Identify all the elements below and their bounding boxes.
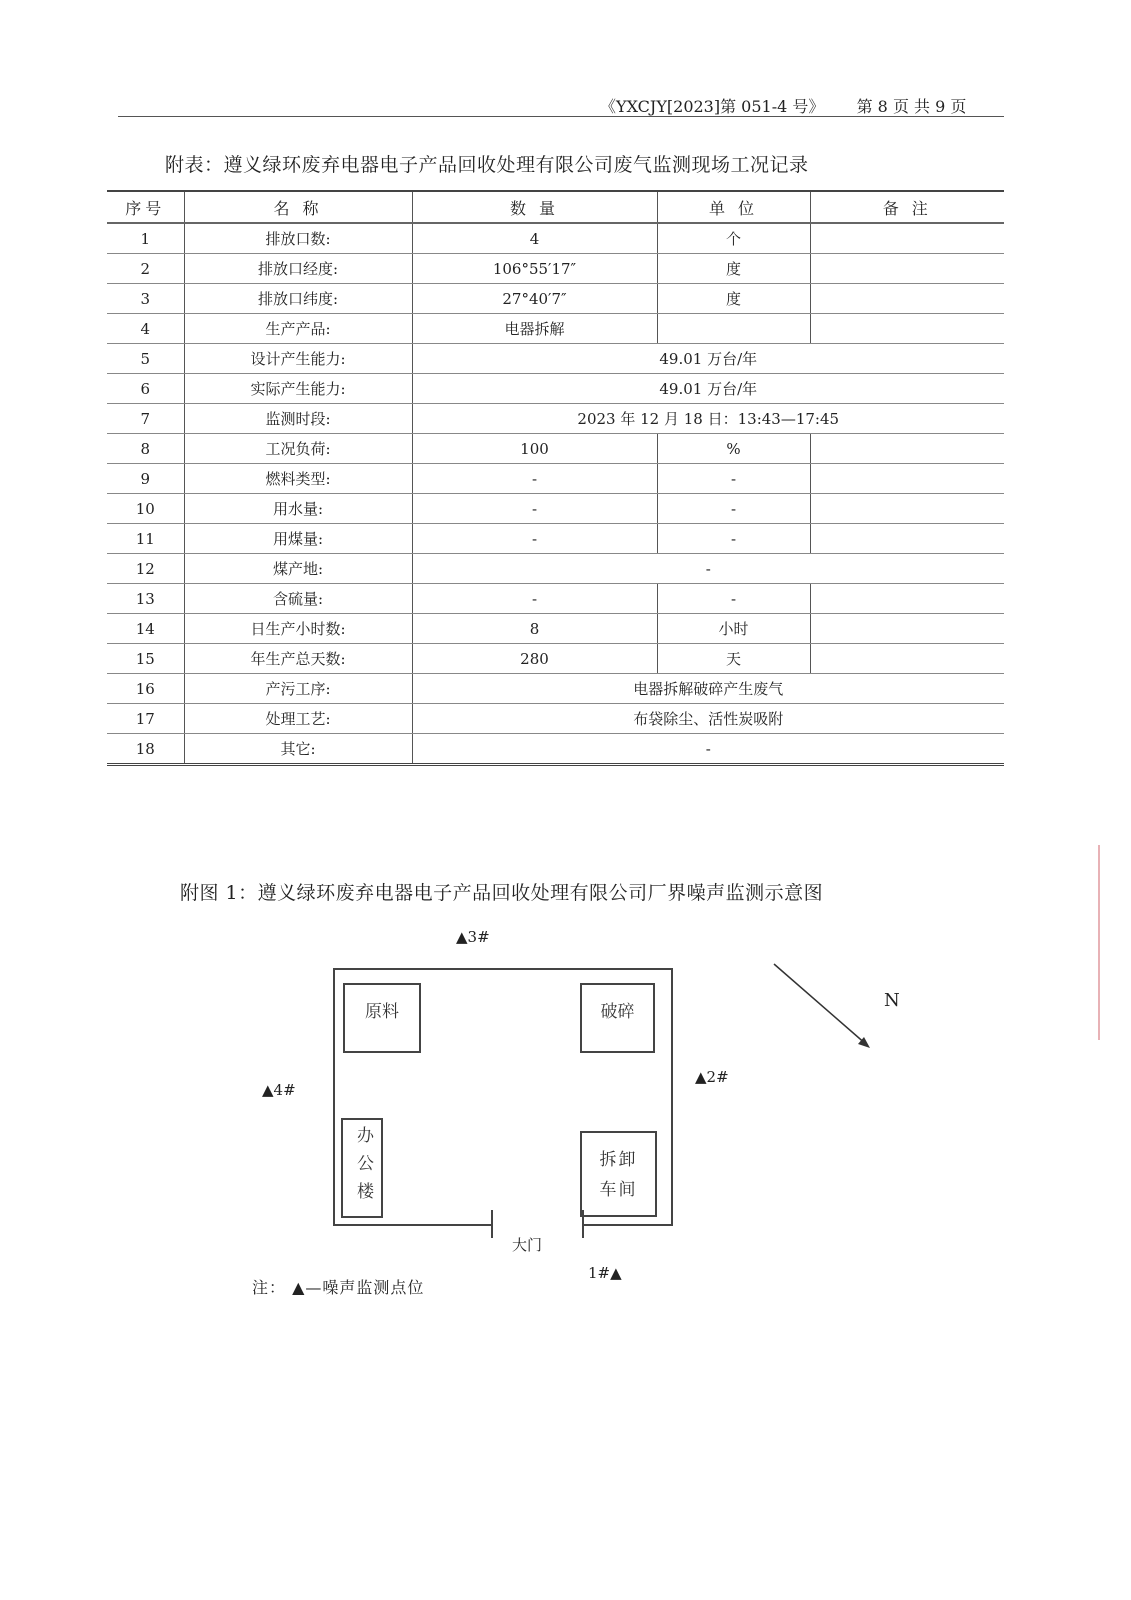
cell-unit: - <box>657 464 810 494</box>
table-row <box>107 584 1004 614</box>
table-row <box>107 404 1004 434</box>
gate-label: 大门 <box>512 1236 543 1254</box>
cell-qty: - <box>412 524 657 554</box>
col-header-qty: 数 量 <box>412 191 657 223</box>
cell-no: 15 <box>107 644 184 674</box>
cell-qty: - <box>412 464 657 494</box>
cell-name: 含硫量: <box>184 584 412 614</box>
col-header-remark: 备 注 <box>810 191 1004 223</box>
table-row <box>107 344 1004 374</box>
table-row <box>107 314 1004 344</box>
cell-no: 3 <box>107 284 184 314</box>
report-header <box>600 94 966 117</box>
cell-no: 12 <box>107 554 184 584</box>
table-row <box>107 704 1004 734</box>
col-header-no: 序号 <box>107 191 184 223</box>
cell-no: 9 <box>107 464 184 494</box>
cell-qty: 4 <box>412 223 657 254</box>
cell-no: 1 <box>107 223 184 254</box>
cell-no: 17 <box>107 704 184 734</box>
cell-no: 5 <box>107 344 184 374</box>
cell-unit: 个 <box>657 223 810 254</box>
building-office <box>341 1118 383 1218</box>
cell-unit: 度 <box>657 254 810 284</box>
table-row <box>107 374 1004 404</box>
table-header-row <box>107 191 1004 223</box>
cell-qty: 280 <box>412 644 657 674</box>
cell-qty: 27°40′7″ <box>412 284 657 314</box>
cell-name: 排放口数: <box>184 223 412 254</box>
monitor-point-3: ▲3# <box>456 928 490 946</box>
table-row <box>107 644 1004 674</box>
table-row <box>107 494 1004 524</box>
cell-merged-value: 49.01 万台/年 <box>412 374 1004 404</box>
cell-merged-value: 布袋除尘、活性炭吸附 <box>412 704 1004 734</box>
cell-no: 11 <box>107 524 184 554</box>
table-row <box>107 734 1004 765</box>
cell-no: 6 <box>107 374 184 404</box>
table-row <box>107 223 1004 254</box>
cell-remark <box>810 464 1004 494</box>
table-row <box>107 254 1004 284</box>
cell-no: 14 <box>107 614 184 644</box>
monitor-point-4: ▲4# <box>262 1081 296 1099</box>
cell-qty: 106°55′17″ <box>412 254 657 284</box>
table-row <box>107 674 1004 704</box>
cell-unit: 天 <box>657 644 810 674</box>
cell-name: 排放口经度: <box>184 254 412 284</box>
cell-remark <box>810 434 1004 464</box>
cell-qty: - <box>412 584 657 614</box>
cell-no: 13 <box>107 584 184 614</box>
cell-name: 其它: <box>184 734 412 765</box>
cell-name: 年生产总天数: <box>184 644 412 674</box>
company-seal-stamp <box>1098 845 1131 1040</box>
legend-note: 注： ▲—噪声监测点位 <box>252 1278 425 1297</box>
header-rule <box>118 116 1004 117</box>
cell-remark <box>810 254 1004 284</box>
building-raw-material <box>343 983 421 1053</box>
boundary-bottom-right <box>583 1224 671 1226</box>
cell-qty: 8 <box>412 614 657 644</box>
monitor-point-1: 1#▲ <box>588 1264 622 1282</box>
building-crushing <box>580 983 655 1053</box>
cell-remark <box>810 524 1004 554</box>
col-header-name: 名 称 <box>184 191 412 223</box>
table-row <box>107 554 1004 584</box>
cell-qty: 电器拆解 <box>412 314 657 344</box>
cell-no: 4 <box>107 314 184 344</box>
cell-name: 工况负荷: <box>184 434 412 464</box>
cell-name: 煤产地: <box>184 554 412 584</box>
cell-qty: - <box>412 494 657 524</box>
building-label: 拆卸车间 <box>599 1150 638 1200</box>
cell-unit: 小时 <box>657 614 810 644</box>
cell-no: 10 <box>107 494 184 524</box>
cell-no: 8 <box>107 434 184 464</box>
report-number: 《YXCJY[2023]第 051-4 号》 <box>600 97 825 116</box>
cell-remark <box>810 584 1004 614</box>
cell-remark <box>810 614 1004 644</box>
cell-name: 用煤量: <box>184 524 412 554</box>
cell-name: 排放口纬度: <box>184 284 412 314</box>
cell-name: 实际产生能力: <box>184 374 412 404</box>
cell-name: 设计产生能力: <box>184 344 412 374</box>
cell-unit <box>657 314 810 344</box>
cell-no: 2 <box>107 254 184 284</box>
table-row <box>107 434 1004 464</box>
cell-unit: - <box>657 494 810 524</box>
cell-remark <box>810 284 1004 314</box>
cell-merged-value: 49.01 万台/年 <box>412 344 1004 374</box>
cell-merged-value: - <box>412 734 1004 765</box>
monitor-point-2: ▲2# <box>695 1068 729 1086</box>
table-row <box>107 614 1004 644</box>
cell-qty: 100 <box>412 434 657 464</box>
building-label: 原料 <box>365 1002 399 1022</box>
cell-name: 监测时段: <box>184 404 412 434</box>
cell-unit: - <box>657 584 810 614</box>
table-row <box>107 524 1004 554</box>
boundary-bottom-left <box>333 1224 491 1226</box>
cell-merged-value: 电器拆解破碎产生废气 <box>412 674 1004 704</box>
gate-post-left <box>491 1210 493 1238</box>
operating-conditions-table <box>107 190 1004 766</box>
cell-remark <box>810 494 1004 524</box>
figure-title: 附图 1：遵义绿环废弃电器电子产品回收处理有限公司厂界噪声监测示意图 <box>180 882 824 904</box>
cell-no: 18 <box>107 734 184 765</box>
cell-name: 产污工序: <box>184 674 412 704</box>
table-row <box>107 284 1004 314</box>
table-title: 附表：遵义绿环废弃电器电子产品回收处理有限公司废气监测现场工况记录 <box>165 154 809 176</box>
cell-remark <box>810 644 1004 674</box>
page-info: 第 8 页 共 9 页 <box>856 97 967 116</box>
cell-name: 处理工艺: <box>184 704 412 734</box>
cell-no: 16 <box>107 674 184 704</box>
cell-no: 7 <box>107 404 184 434</box>
cell-name: 用水量: <box>184 494 412 524</box>
col-header-unit: 单 位 <box>657 191 810 223</box>
cell-unit: 度 <box>657 284 810 314</box>
building-label: 办公楼 <box>353 1126 373 1210</box>
building-label: 破碎 <box>600 1002 635 1022</box>
cell-name: 燃料类型: <box>184 464 412 494</box>
cell-merged-value: 2023 年 12 月 18 日：13:43—17:45 <box>412 404 1004 434</box>
cell-merged-value: - <box>412 554 1004 584</box>
cell-remark <box>810 314 1004 344</box>
cell-name: 生产产品: <box>184 314 412 344</box>
building-disassembly <box>580 1131 657 1217</box>
cell-remark <box>810 223 1004 254</box>
table-row <box>107 464 1004 494</box>
north-arrow-icon <box>770 960 880 1055</box>
cell-unit: % <box>657 434 810 464</box>
cell-name: 日生产小时数: <box>184 614 412 644</box>
north-label: N <box>884 990 900 1011</box>
cell-unit: - <box>657 524 810 554</box>
